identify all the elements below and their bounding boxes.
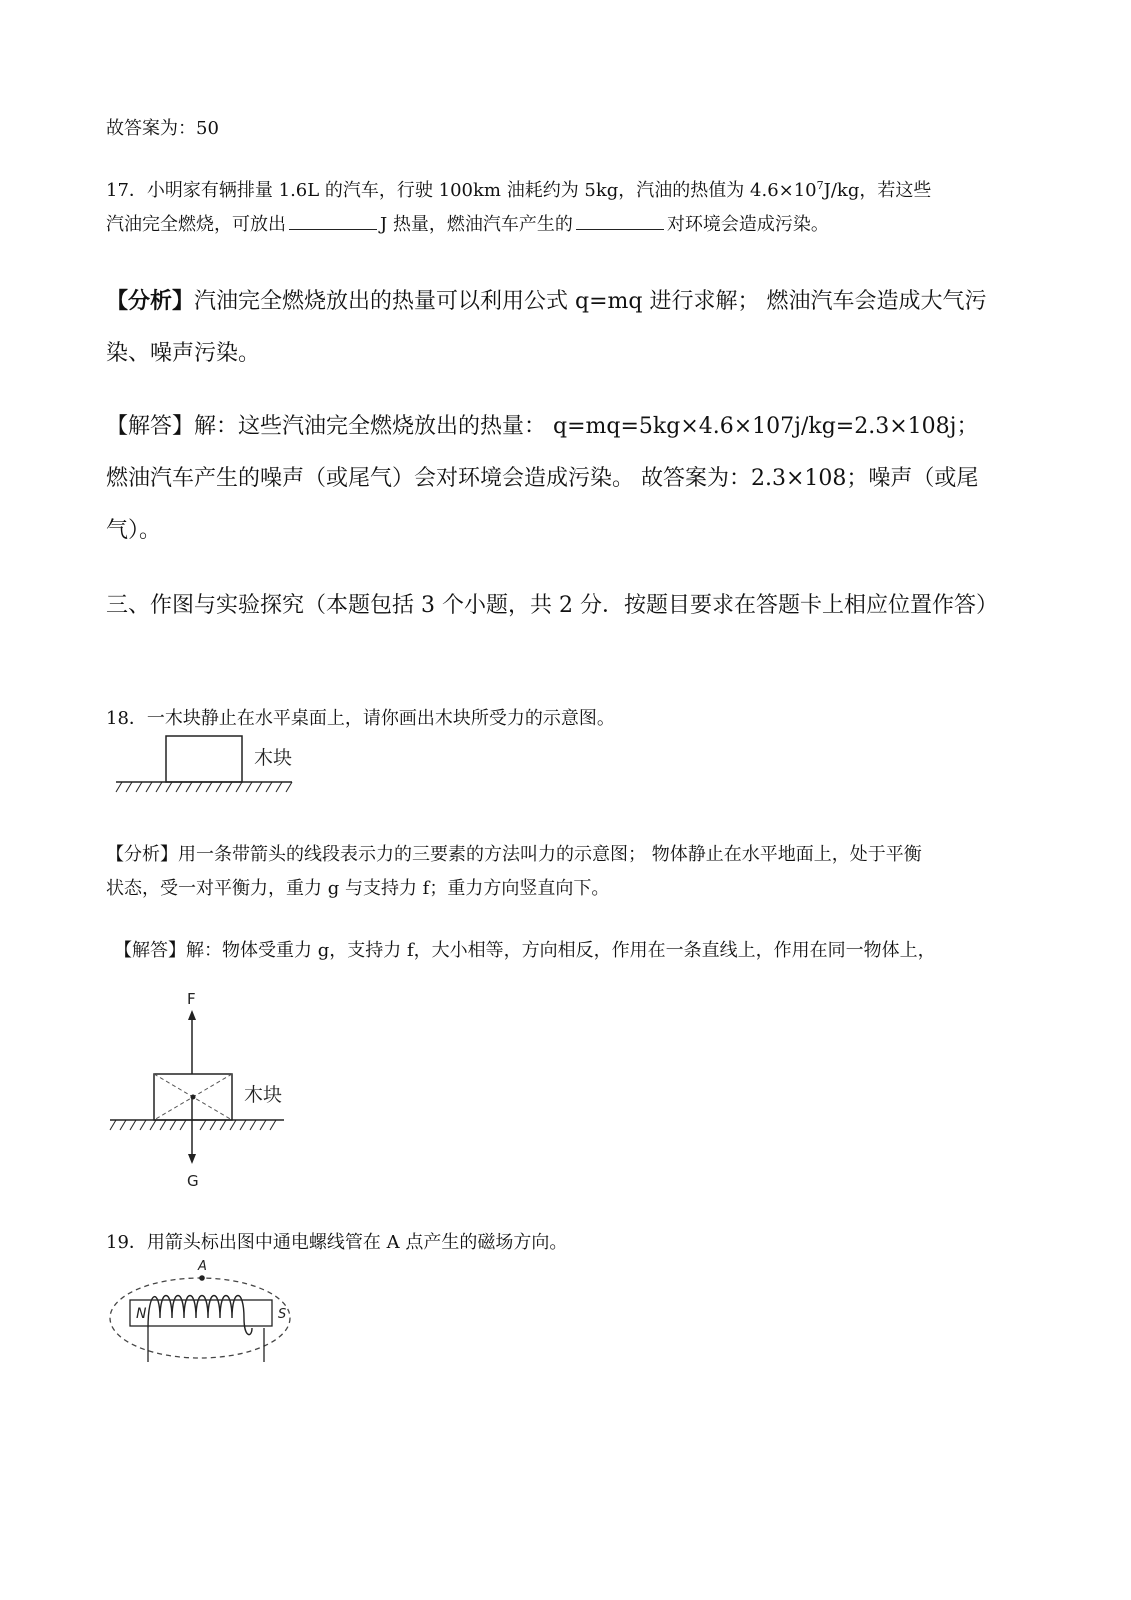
q18-stem: 18．一木块静止在水平桌面上，请你画出木块所受力的示意图。 — [106, 708, 615, 729]
force-label-g: G — [187, 1172, 199, 1190]
q18-analysis-line2: 状态，受一对平衡力，重力 g 与支持力 f；重力方向竖直向下。 — [106, 878, 610, 899]
q17-stem-line2 — [106, 210, 829, 236]
answer-blank-1[interactable] — [289, 228, 377, 230]
q18-block-figure — [110, 730, 310, 802]
q17-answer-line1 — [106, 409, 978, 440]
force-label-f: F — [187, 990, 196, 1008]
up-arrow-icon — [188, 1010, 196, 1020]
down-arrow-icon — [188, 1154, 196, 1164]
q17-exponent: 7 — [816, 179, 824, 192]
q17-answer-line3: 气）。 — [106, 518, 162, 543]
q18-answer-line1: 【解答】解：物体受重力 g，支持力 f，大小相等，方向相反，作用在一条直线上，作用在同一物体上， — [114, 940, 936, 961]
q17-stem-line2-c: 对环境会造成污染。 — [666, 214, 829, 235]
q17-analysis-text1: 汽油完全燃烧放出的热量可以利用公式 q=mq 进行求解； 燃油汽车会造成大气污 — [194, 289, 987, 314]
q18-force-diagram — [108, 988, 308, 1188]
answer-tag: 【解答】 — [106, 414, 195, 439]
wood-block — [166, 736, 242, 782]
block-label-2: 木块 — [244, 1084, 283, 1106]
q19-stem: 19．用箭头标出图中通电螺线管在 A 点产生的磁场方向。 — [106, 1232, 568, 1253]
previous-answer: 故答案为：50 — [106, 118, 219, 139]
answer-blank-2[interactable] — [576, 228, 664, 230]
q17-stem-line1-a: 17．小明家有辆排量 1.6L 的汽车，行驶 100km 油耗约为 5kg，汽油的热值为 4.6×10 — [106, 180, 817, 201]
north-pole-label: N — [136, 1306, 147, 1322]
q17-answer-line2: 燃油汽车产生的噪声（或尾气）会对环境会造成污染。 故答案为：2.3×108；噪声（或尾 — [106, 466, 979, 491]
table-hatching — [116, 782, 292, 792]
block-label: 木块 — [254, 747, 293, 769]
point-a-label: A — [198, 1259, 207, 1274]
q17-answer-text1: 解：这些汽油完全燃烧放出的热量： q=mq=5kg×4.6×107j/kg=2.3×108j； — [194, 414, 979, 439]
q17-stem-line1-b: J/kg，若这些 — [823, 180, 932, 201]
q18-analysis-line1: 【分析】用一条带箭头的线段表示力的三要素的方法叫力的示意图； 物体静止在水平地面上，处于平衡 — [106, 844, 922, 865]
analysis-tag: 【分析】 — [106, 288, 195, 314]
solenoid-core — [130, 1300, 272, 1326]
q17-stem-line1 — [106, 176, 931, 202]
q17-analysis-line2: 染、噪声污染。 — [106, 341, 261, 366]
table-hatching-2 — [110, 1120, 276, 1130]
q19-solenoid-figure — [104, 1258, 304, 1368]
point-a — [199, 1275, 205, 1281]
section-heading: 三、作图与实验探究（本题包括 3 个小题，共 2 分．按题目要求在答题卡上相应位置作答） — [106, 593, 998, 618]
q17-stem-line2-a: 汽油完全燃烧，可放出 — [106, 214, 286, 235]
q17-stem-line2-b: J 热量，燃油汽车产生的 — [380, 214, 573, 235]
south-pole-label: S — [278, 1307, 287, 1322]
q17-analysis-line1 — [106, 284, 986, 315]
